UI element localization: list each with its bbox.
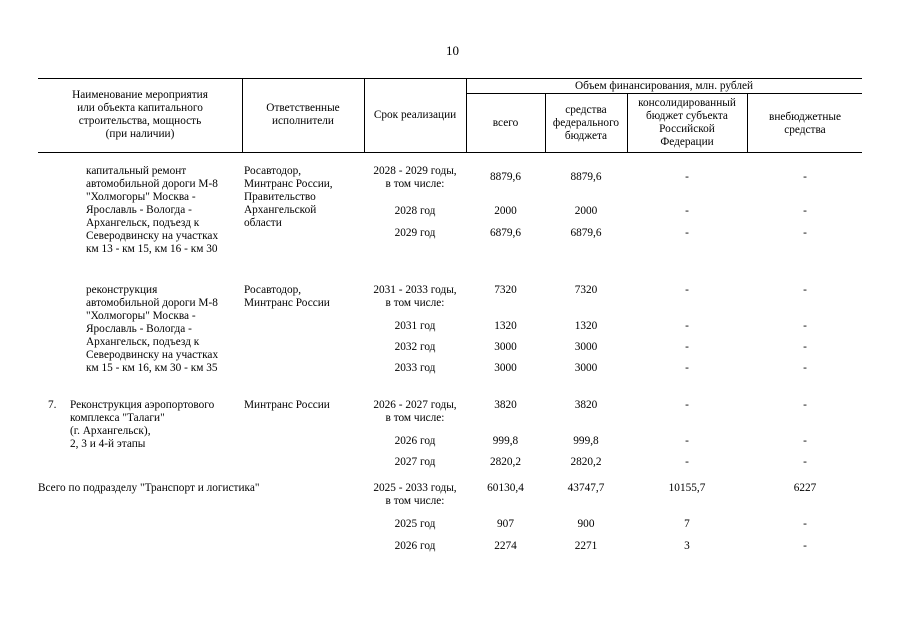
cell-regional: 7 [684,518,690,530]
row-period: 2032 год [394,341,436,353]
row-index: 7. [48,399,57,411]
col-divider [242,78,243,152]
header-extra: внебюджетные средства [768,110,841,136]
row-period: 2027 год [394,456,436,468]
cell-federal: 8879,6 [570,171,602,183]
cell-extra: - [803,540,807,552]
cell-total: 907 [497,518,514,530]
cell-extra: - [803,284,807,296]
cell-federal: 2820,2 [570,456,602,468]
cell-federal: 1320 [574,320,598,332]
cell-federal: 3000 [574,362,598,374]
cell-extra: - [803,341,807,353]
cell-regional: - [685,205,689,217]
cell-federal: 2271 [574,540,598,552]
cell-total: 1320 [494,320,517,332]
row-period: 2025 - 2033 годы, в том числе: [373,482,457,507]
row-period: 2026 - 2027 годы, в том числе: [373,399,457,424]
row-responsible: Росавтодор, Минтранс России [244,284,330,309]
total-label: Всего по подразделу "Транспорт и логистика" [38,482,260,494]
header-name: Наименование мероприятия или объекта капитального строительства, мощность (при наличии) [72,89,208,140]
cell-extra: - [803,435,807,447]
cell-federal: 43747,7 [567,482,605,494]
col-divider [466,78,467,152]
cell-total: 8879,6 [489,171,522,183]
cell-total: 999,8 [492,435,519,447]
cell-total: 3000 [494,341,517,353]
row-name: реконструкция автомобильной дороги М-8 "Холмогоры" Москва - Ярославль - Вологда - Архангельск, подъезд к Северодвинску на участках км 15 - км 16, км 30 - км 35 [86,284,219,374]
row-period: 2029 год [394,227,436,239]
cell-regional: 10155,7 [668,482,706,494]
header-regional: консолидированный бюджет субъекта Российской Федерации [638,97,736,148]
cell-federal: 2000 [574,205,598,217]
cell-regional: - [685,227,689,239]
col-divider [364,78,365,152]
row-period: 2025 год [394,518,436,530]
header-bottom-border [38,152,862,153]
cell-extra: - [803,456,807,468]
cell-extra: 6227 [793,482,817,494]
cell-extra: - [803,320,807,332]
cell-federal: 3820 [574,399,598,411]
col-divider [545,93,546,152]
row-period: 2028 - 2029 годы, в том числе: [373,165,457,190]
cell-federal: 900 [577,518,595,530]
header-period: Срок реализации [373,108,457,121]
cell-extra: - [803,362,807,374]
row-name: капитальный ремонт автомобильной дороги М-8 "Холмогоры" Москва - Ярославль - Вологда - Архангельск, подъезд к Северодвинску на участках км 13 - км 15, км 16 - км 30 [86,165,219,255]
col-divider [747,93,748,152]
cell-regional: - [685,456,689,468]
cell-regional: - [685,171,689,183]
header-responsible: Ответственные исполнители [266,102,340,127]
cell-total: 60130,4 [487,482,524,494]
cell-total: 7320 [494,284,517,296]
cell-extra: - [803,171,807,183]
row-period: 2028 год [394,205,436,217]
cell-total: 3820 [494,399,517,411]
cell-total: 6879,6 [489,227,522,239]
cell-total: 2274 [494,540,517,552]
row-responsible: Росавтодор, Минтранс России, Правительство Архангельской области [244,165,333,229]
row-period: 2026 год [394,435,436,447]
cell-regional: - [685,320,689,332]
cell-total: 3000 [494,362,517,374]
row-period: 2026 год [394,540,436,552]
cell-federal: 999,8 [573,435,599,447]
cell-regional: - [685,284,689,296]
row-period: 2031 год [394,320,436,332]
cell-regional: - [685,399,689,411]
row-period: 2033 год [394,362,436,374]
cell-federal: 6879,6 [570,227,602,239]
header-federal: средства федерального бюджета [552,104,620,142]
header-funding: Объем финансирования, млн. рублей [574,79,754,92]
header-total: всего [492,117,519,129]
row-responsible: Минтранс России [244,399,330,411]
row-name: Реконструкция аэропортового комплекса "Талаги" (г. Архангельск), 2, 3 и 4-й этапы [70,399,215,450]
cell-regional: - [685,362,689,374]
cell-total: 2820,2 [489,456,522,468]
cell-extra: - [803,399,807,411]
cell-total: 2000 [494,205,517,217]
cell-federal: 7320 [574,284,598,296]
cell-extra: - [803,205,807,217]
cell-federal: 3000 [574,341,598,353]
cell-extra: - [803,518,807,530]
row-period: 2031 - 2033 годы, в том числе: [373,284,457,309]
cell-regional: - [685,435,689,447]
cell-regional: - [685,341,689,353]
cell-extra: - [803,227,807,239]
cell-regional: 3 [684,540,690,552]
page-number: 10 [446,43,459,58]
